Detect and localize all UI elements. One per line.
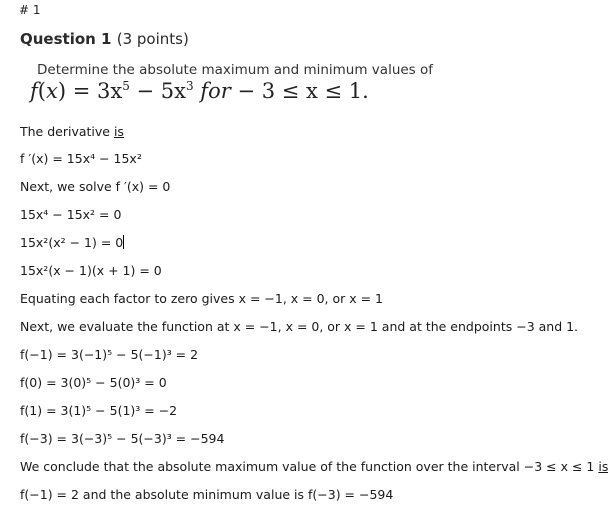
conclusion-is: is bbox=[598, 459, 608, 474]
conclusion-line-2: f(−1) = 2 and the absolute minimum value is f(−3) = −594 bbox=[20, 487, 394, 502]
derivative-intro-text: The derivative bbox=[20, 124, 114, 139]
question-points: (3 points) bbox=[116, 30, 189, 48]
step-solve: Next, we solve f ′(x) = 0 bbox=[20, 179, 171, 194]
step-factor bbox=[20, 235, 124, 250]
formula-rhs-b: − 5x bbox=[129, 79, 186, 103]
eval-0: f(0) = 3(0)⁵ − 5(0)³ = 0 bbox=[20, 375, 167, 390]
question-prompt: Determine the absolute maximum and minimum values of bbox=[37, 62, 434, 78]
formula-x: x bbox=[45, 79, 58, 103]
step-evaluate: Next, we evaluate the function at x = −1, x = 0, or x = 1 and at the endpoints −3 and 1. bbox=[20, 319, 579, 334]
question-title bbox=[20, 30, 189, 48]
eval-neg1: f(−1) = 3(−1)⁵ − 5(−1)³ = 2 bbox=[20, 347, 199, 362]
question-formula: $f(x) = 3x^5 - 5x^3$ for − 3 ≤ x ≤ 1. bbox=[30, 79, 369, 103]
formula-f: f bbox=[30, 79, 38, 103]
step-factor-full: 15x²(x − 1)(x + 1) = 0 bbox=[20, 263, 162, 278]
question-number: # 1 bbox=[19, 3, 41, 17]
text-cursor bbox=[123, 235, 124, 249]
formula-condition: − 3 ≤ x ≤ 1. bbox=[237, 79, 369, 103]
derivative-intro-is: is bbox=[113, 124, 124, 139]
step-factor-text: 15x²(x² − 1) = 0 bbox=[20, 235, 124, 250]
formula-rhs-a: = 3x bbox=[66, 79, 123, 103]
question-title-text: Question 1 bbox=[20, 30, 112, 48]
eval-1: f(1) = 3(1)⁵ − 5(1)³ = −2 bbox=[20, 403, 178, 418]
formula-for: for bbox=[193, 79, 238, 103]
formula-exp-a: 5 bbox=[122, 79, 130, 93]
derivative-intro bbox=[20, 124, 124, 139]
conclusion-text: We conclude that the absolute maximum value of the function over the interval −3 ≤ x ≤ 1 bbox=[20, 459, 599, 474]
step-derivative: f ′(x) = 15x⁴ − 15x² bbox=[20, 151, 142, 166]
step-equation: 15x⁴ − 15x² = 0 bbox=[20, 207, 122, 222]
step-zeros: Equating each factor to zero gives x = −1, x = 0, or x = 1 bbox=[20, 291, 384, 306]
eval-neg3: f(−3) = 3(−3)⁵ − 5(−3)³ = −594 bbox=[20, 431, 225, 446]
conclusion-line-1 bbox=[20, 459, 608, 474]
formula-exp-b: 3 bbox=[185, 79, 194, 93]
